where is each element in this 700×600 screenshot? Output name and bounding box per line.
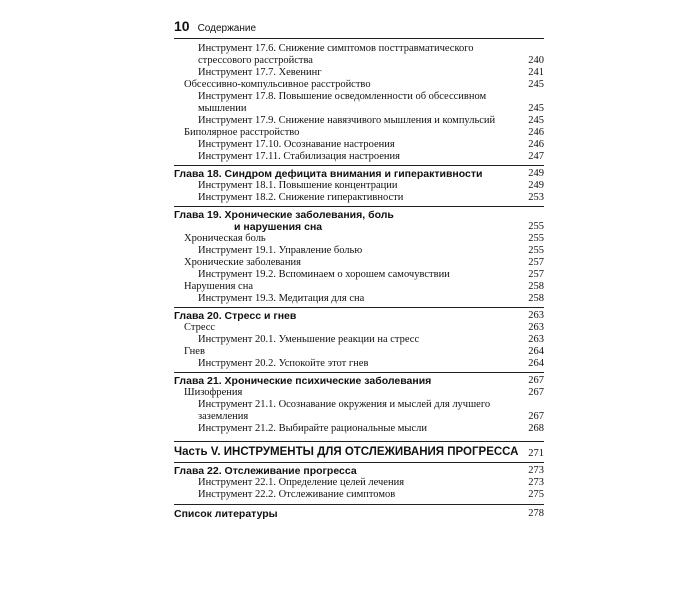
toc-entry-title: Инструмент 22.1. Определение целей лечения — [198, 477, 405, 488]
toc-entry-page-number: 249 — [528, 168, 544, 179]
toc-entry-page-number: 249 — [528, 180, 544, 191]
toc-entry-page-number: 263 — [528, 310, 544, 321]
toc-entry-page-number: 247 — [528, 151, 544, 162]
toc-entry-page-number: 245 — [528, 115, 544, 126]
toc-entry-literature — [174, 504, 544, 520]
toc-entry-title: Глава 20. Стресс и гнев — [174, 310, 297, 322]
toc-entry-tool — [174, 423, 544, 435]
toc-entry-page-number: 258 — [528, 293, 544, 304]
toc-entry-page-number: 253 — [528, 192, 544, 203]
toc-entry-tool — [174, 151, 544, 163]
toc-entry-title: Гнев — [184, 346, 205, 357]
toc-entry-page-number: 255 — [528, 233, 544, 244]
toc-entry-section — [174, 233, 544, 245]
toc-entry-title: стрессового расстройства — [198, 55, 313, 66]
toc-entry-title: Инструмент 17.8. Повышение осведомленности об обсессивном — [198, 91, 487, 102]
toc-entry-tool — [174, 489, 544, 501]
toc-entry-page-number: 240 — [528, 55, 544, 66]
toc-entry-tool — [174, 43, 544, 67]
toc-entry-chapter — [174, 307, 544, 322]
toc-entry-section — [174, 257, 544, 269]
toc-entry-title: Глава 19. Хронические заболевания, боль — [174, 209, 394, 221]
toc-entry-tool — [174, 399, 544, 423]
toc-entry-title: Хронические заболевания — [184, 257, 301, 268]
toc-entry-tool — [174, 91, 544, 115]
toc-entry-page-number: 273 — [528, 477, 544, 488]
toc-entry-page-number: 275 — [528, 489, 544, 500]
toc-entry-title: Часть V. ИНСТРУМЕНТЫ ДЛЯ ОТСЛЕЖИВАНИЯ ПРОГРЕССА — [174, 446, 519, 458]
toc-entry-tool — [174, 67, 544, 79]
toc-entry-part — [174, 441, 544, 460]
toc-entry-page-number: 258 — [528, 281, 544, 292]
toc-entry-page-number: 263 — [528, 334, 544, 345]
toc-entry-page-number: 267 — [528, 375, 544, 386]
toc-entry-section — [174, 281, 544, 293]
toc-entry-page-number: 264 — [528, 346, 544, 357]
toc-entry-title: Инструмент 21.2. Выбирайте рациональные мысли — [198, 423, 427, 434]
toc-entry-tool — [174, 477, 544, 489]
toc-entry-page-number: 278 — [528, 508, 544, 519]
toc-entry-tool — [174, 358, 544, 370]
toc-entry-title: мышлении — [198, 103, 247, 114]
toc-entry-title: Стресс — [184, 322, 216, 333]
toc-entry-title: Биполярное расстройство — [184, 127, 300, 138]
toc-entry-title: Инструмент 19.1. Управление болью — [198, 245, 363, 256]
book-page — [174, 18, 544, 520]
toc-entry-page-number: 241 — [528, 67, 544, 78]
toc-entry-tool — [174, 293, 544, 305]
toc-entry-chapter — [174, 206, 544, 233]
toc-entry-title: Обсессивно-компульсивное расстройство — [184, 79, 371, 90]
toc-entry-title: Инструмент 21.1. Осознавание окружения и мыслей для лучшего — [198, 399, 491, 410]
toc-entry-page-number: 267 — [528, 411, 544, 422]
toc-entry-page-number: 255 — [528, 221, 544, 232]
toc-entry-title: Инструмент 18.1. Повышение концентрации — [198, 180, 398, 191]
toc-entry-title: Инструмент 17.10. Осознавание настроения — [198, 139, 395, 150]
toc-entry-title: Шизофрения — [184, 387, 243, 398]
toc-entry-title: Глава 22. Отслеживание прогресса — [174, 465, 357, 477]
toc-entry-page-number: 245 — [528, 103, 544, 114]
toc-entry-title: Инструмент 20.2. Успокойте этот гнев — [198, 358, 369, 369]
toc-entry-section — [174, 387, 544, 399]
toc-entry-title: Глава 18. Синдром дефицита внимания и гиперактивности — [174, 168, 483, 180]
toc-entry-title: Нарушения сна — [184, 281, 253, 292]
toc-entry-title: и нарушения сна — [234, 221, 323, 233]
toc-entry-page-number: 273 — [528, 465, 544, 476]
toc-entry-tool — [174, 139, 544, 151]
toc-entry-page-number: 267 — [528, 387, 544, 398]
toc-entry-title: Инструмент 20.1. Уменьшение реакции на стресс — [198, 334, 420, 345]
toc-entry-chapter — [174, 372, 544, 387]
toc-entry-title: Инструмент 17.6. Снижение симптомов посттравматического — [198, 43, 474, 54]
toc-entry-page-number: 257 — [528, 257, 544, 268]
toc-entry-page-number: 263 — [528, 322, 544, 333]
toc-entry-page-number: 257 — [528, 269, 544, 280]
toc-entry-page-number: 246 — [528, 127, 544, 138]
toc-entry-tool — [174, 192, 544, 204]
toc-entry-title: Инструмент 17.7. Хевенинг — [198, 67, 322, 78]
table-of-contents — [174, 43, 544, 520]
toc-entry-page-number: 264 — [528, 358, 544, 369]
toc-entry-page-number: 245 — [528, 79, 544, 90]
running-head: Содержание — [197, 23, 257, 34]
page-number: 10 — [174, 18, 190, 34]
toc-entry-page-number: 268 — [528, 423, 544, 434]
toc-entry-page-number: 255 — [528, 245, 544, 256]
toc-entry-section — [174, 127, 544, 139]
toc-entry-tool — [174, 334, 544, 346]
toc-entry-section — [174, 346, 544, 358]
toc-entry-title: Инструмент 17.11. Стабилизация настроения — [198, 151, 401, 162]
toc-entry-title: заземления — [198, 411, 249, 422]
toc-entry-section — [174, 322, 544, 334]
toc-entry-title: Инструмент 19.3. Медитация для сна — [198, 293, 365, 304]
toc-entry-tool — [174, 115, 544, 127]
page-header — [174, 18, 544, 39]
toc-entry-title: Список литературы — [174, 508, 278, 520]
toc-entry-tool — [174, 269, 544, 281]
toc-entry-chapter — [174, 462, 544, 477]
toc-entry-title: Глава 21. Хронические психические заболевания — [174, 375, 432, 387]
toc-entry-tool — [174, 180, 544, 192]
toc-entry-title: Инструмент 22.2. Отслеживание симптомов — [198, 489, 396, 500]
toc-entry-title: Инструмент 18.2. Снижение гиперактивности — [198, 192, 404, 203]
toc-entry-title: Инструмент 17.9. Снижение навязчивого мышления и компульсий — [198, 115, 496, 126]
toc-entry-title: Хроническая боль — [184, 233, 266, 244]
toc-entry-chapter — [174, 165, 544, 180]
toc-entry-page-number: 271 — [528, 448, 544, 459]
toc-entry-section — [174, 79, 544, 91]
toc-entry-tool — [174, 245, 544, 257]
toc-entry-page-number: 246 — [528, 139, 544, 150]
toc-entry-title: Инструмент 19.2. Вспоминаем о хорошем самочувствии — [198, 269, 450, 280]
